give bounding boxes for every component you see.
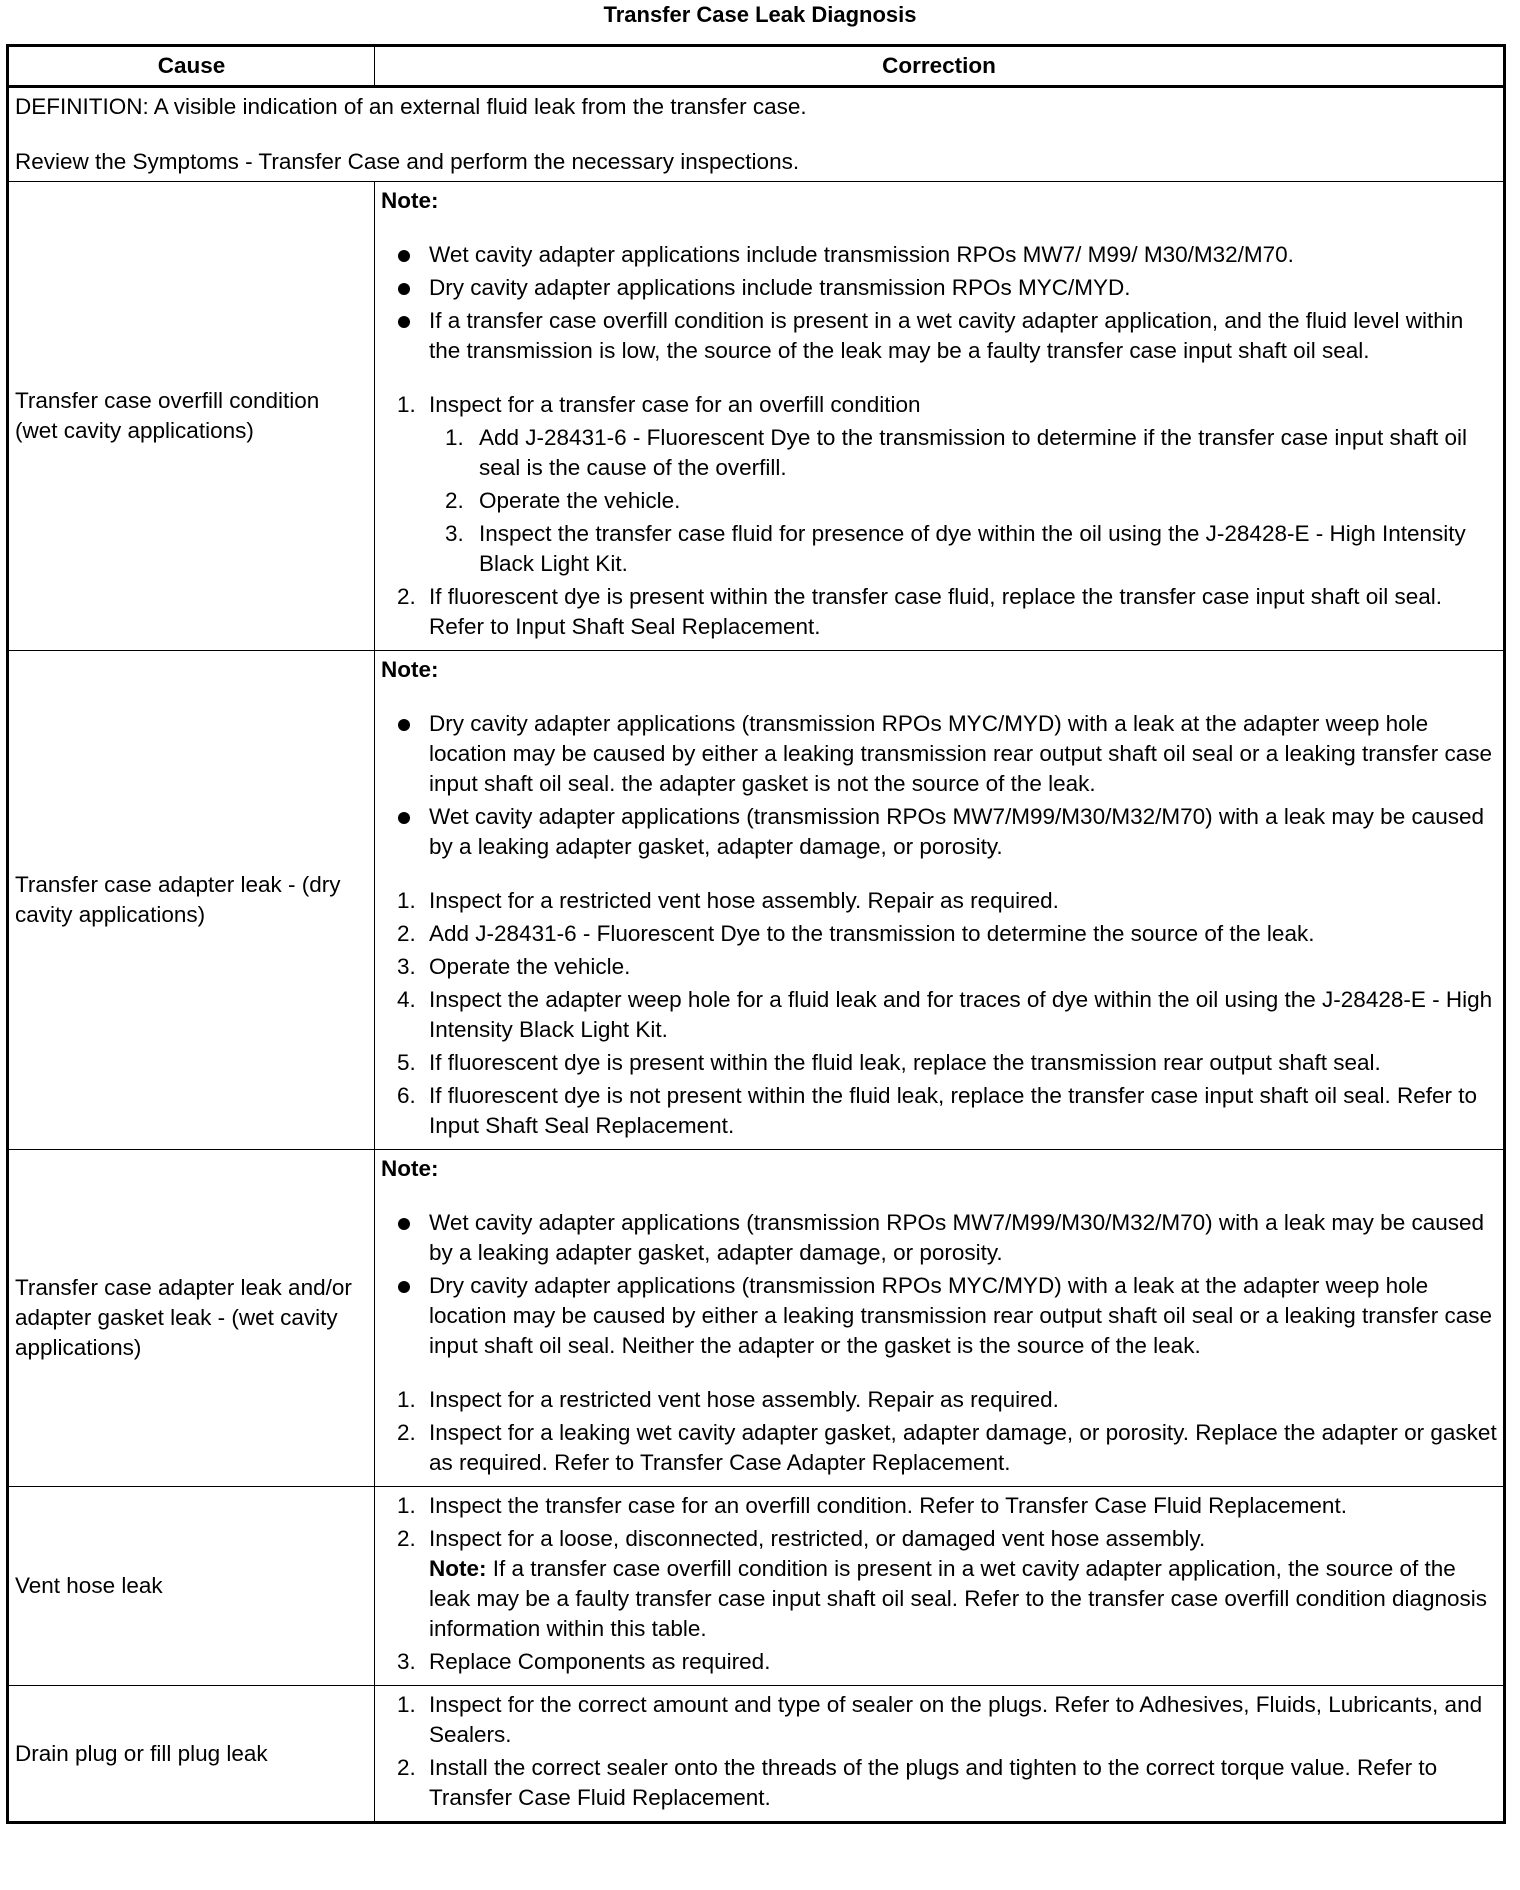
step-item [381,952,1497,982]
step-text: Inspect for a restricted vent hose assembly. Repair as required. [429,1387,1059,1412]
step-item [381,1690,1497,1750]
substep-number: 2. [445,488,464,513]
bullet-icon [398,250,410,262]
bullet-icon [398,1281,410,1293]
step-text: If fluorescent dye is present within the fluid leak, replace the transmission rear output shaft seal. [429,1050,1381,1075]
substep-item [429,486,1497,516]
step-item [381,582,1497,642]
step-item [381,1418,1497,1478]
table-row [8,1686,1505,1823]
cause-cell: Transfer case adapter leak - (dry cavity applications) [8,651,375,1150]
step-text: Inspect for the correct amount and type of sealer on the plugs. Refer to Adhesives, Fluids, Lubricants, and Sealers. [429,1692,1483,1747]
step-list [381,390,1497,642]
substep-text: Inspect the transfer case fluid for presence of dye within the oil using the J-28428-E - High Intensity Black Light Kit. [479,521,1466,576]
step-text: Inspect for a loose, disconnected, restricted, or damaged vent hose assembly. [429,1526,1206,1551]
note-text: If a transfer case overfill condition is present in a wet cavity adapter application, and the fluid level within the transmission is low, the source of the leak may be a faulty transfer case input shaft oil seal. [429,308,1464,363]
step-text: Inspect for a transfer case for an overfill condition [429,392,921,417]
definition-text: DEFINITION: A visible indication of an external fluid leak from the transfer case. [15,94,807,119]
inline-note-text: If a transfer case overfill condition is present in a wet cavity adapter application, the source of the leak may be a faulty transfer case input shaft oil seal. Refer to the transfer case overfill condition diagnosis information within this table. [429,1556,1488,1641]
step-number: 2. [397,1755,416,1780]
inline-note-label: Note: [429,1556,487,1581]
substep-text: Operate the vehicle. [479,488,681,513]
note-item [381,306,1497,366]
step-item [381,1048,1497,1078]
step-text: If fluorescent dye is present within the transfer case fluid, replace the transfer case input shaft oil seal. Refer to Input Shaft Seal Replacement. [429,584,1443,639]
table-row [8,1487,1505,1686]
step-text: Inspect the adapter weep hole for a fluid leak and for traces of dye within the oil using the J-28428-E - High Intensity Black Light Kit. [429,987,1493,1042]
step-number: 2. [397,921,416,946]
correction-column-header: Correction [375,46,1505,87]
step-number: 2. [397,1526,416,1551]
step-text: Add J-28431-6 - Fluorescent Dye to the transmission to determine the source of the leak. [429,921,1315,946]
note-item [381,709,1497,799]
step-list [381,886,1497,1141]
step-number: 3. [397,1649,416,1674]
step-list [381,1491,1497,1677]
note-item [381,1271,1497,1361]
step-list [381,1690,1497,1813]
cause-cell: Drain plug or fill plug leak [8,1686,375,1823]
diagnosis-table [6,44,1506,1824]
step-number: 1. [397,1692,416,1717]
note-item [381,802,1497,862]
note-text: Dry cavity adapter applications (transmission RPOs MYC/MYD) with a leak at the adapter weep hole location may be caused by either a leaking transmission rear output shaft oil seal or a leaking transfer case input shaft oil seal. Neither the adapter or the gasket is the source of the leak. [429,1273,1493,1358]
note-label: Note: [381,1156,439,1181]
step-item [381,919,1497,949]
note-item [381,273,1497,303]
note-item [381,240,1497,270]
correction-cell [375,1686,1505,1823]
substep-item [429,423,1497,483]
step-number: 5. [397,1050,416,1075]
step-item [381,985,1497,1045]
correction-cell [375,1150,1505,1487]
cause-cell: Vent hose leak [8,1487,375,1686]
note-label: Note: [381,657,439,682]
step-number: 1. [397,392,416,417]
bullet-icon [398,283,410,295]
step-item [381,1524,1497,1644]
cause-column-header: Cause [8,46,375,87]
note-text: Wet cavity adapter applications (transmission RPOs MW7/M99/M30/M32/M70) with a leak may be caused by a leaking adapter gasket, adapter damage, or porosity. [429,804,1485,859]
step-number: 1. [397,1493,416,1518]
step-item [381,1753,1497,1813]
step-number: 3. [397,954,416,979]
correction-cell [375,182,1505,651]
step-number: 1. [397,888,416,913]
cause-cell: Transfer case adapter leak and/or adapter gasket leak - (wet cavity applications) [8,1150,375,1487]
substep-number: 3. [445,521,464,546]
step-text: Replace Components as required. [429,1649,771,1674]
step-text: Install the correct sealer onto the threads of the plugs and tighten to the correct torque value. Refer to Transfer Case Fluid Replacement. [429,1755,1438,1810]
bullet-icon [398,719,410,731]
note-item [381,1208,1497,1268]
step-item [381,1385,1497,1415]
note-text: Dry cavity adapter applications (transmission RPOs MYC/MYD) with a leak at the adapter weep hole location may be caused by either a leaking transmission rear output shaft oil seal or a leaking transfer case input shaft oil seal. the adapter gasket is not the source of the leak. [429,711,1493,796]
step-text: Inspect the transfer case for an overfill condition. Refer to Transfer Case Fluid Replacement. [429,1493,1347,1518]
table-row [8,182,1505,651]
note-label: Note: [381,188,439,213]
table-row [8,651,1505,1150]
step-number: 2. [397,1420,416,1445]
step-text: Inspect for a restricted vent hose assembly. Repair as required. [429,888,1059,913]
bullet-icon [398,1218,410,1230]
note-text: Wet cavity adapter applications (transmission RPOs MW7/M99/M30/M32/M70) with a leak may be caused by a leaking adapter gasket, adapter damage, or porosity. [429,1210,1485,1265]
step-text: Operate the vehicle. [429,954,631,979]
note-text: Wet cavity adapter applications include transmission RPOs MW7/ M99/ M30/M32/M70. [429,242,1294,267]
substep-item [429,519,1497,579]
step-list [381,1385,1497,1478]
step-item [381,1081,1497,1141]
step-number: 1. [397,1387,416,1412]
table-row [8,1150,1505,1487]
correction-cell [375,651,1505,1150]
note-list [381,1208,1497,1361]
step-item [381,1647,1497,1677]
note-list [381,240,1497,366]
step-number: 4. [397,987,416,1012]
note-text: Dry cavity adapter applications include transmission RPOs MYC/MYD. [429,275,1131,300]
definition-row [8,87,1505,182]
cause-cell: Transfer case overfill condition (wet cavity applications) [8,182,375,651]
review-text: Review the Symptoms - Transfer Case and perform the necessary inspections. [15,149,800,174]
note-list [381,709,1497,862]
step-item [381,886,1497,916]
inline-note [429,1554,1497,1644]
step-number: 6. [397,1083,416,1108]
bullet-icon [398,316,410,328]
step-number: 2. [397,584,416,609]
substep-list [429,423,1497,579]
step-text: Inspect for a leaking wet cavity adapter gasket, adapter damage, or porosity. Replace the adapter or gasket as required. Refer to Transfer Case Adapter Replacement. [429,1420,1497,1475]
step-text: If fluorescent dye is not present within the fluid leak, replace the transfer case input shaft oil seal. Refer to Input Shaft Seal Replacement. [429,1083,1478,1138]
bullet-icon [398,812,410,824]
correction-cell [375,1487,1505,1686]
substep-text: Add J-28431-6 - Fluorescent Dye to the transmission to determine if the transfer case input shaft oil seal is the cause of the overfill. [479,425,1467,480]
step-item [381,1491,1497,1521]
substep-number: 1. [445,425,464,450]
definition-cell [8,87,1505,182]
table-header-row [8,46,1505,87]
document-title: Transfer Case Leak Diagnosis [603,2,917,27]
step-item [381,390,1497,579]
